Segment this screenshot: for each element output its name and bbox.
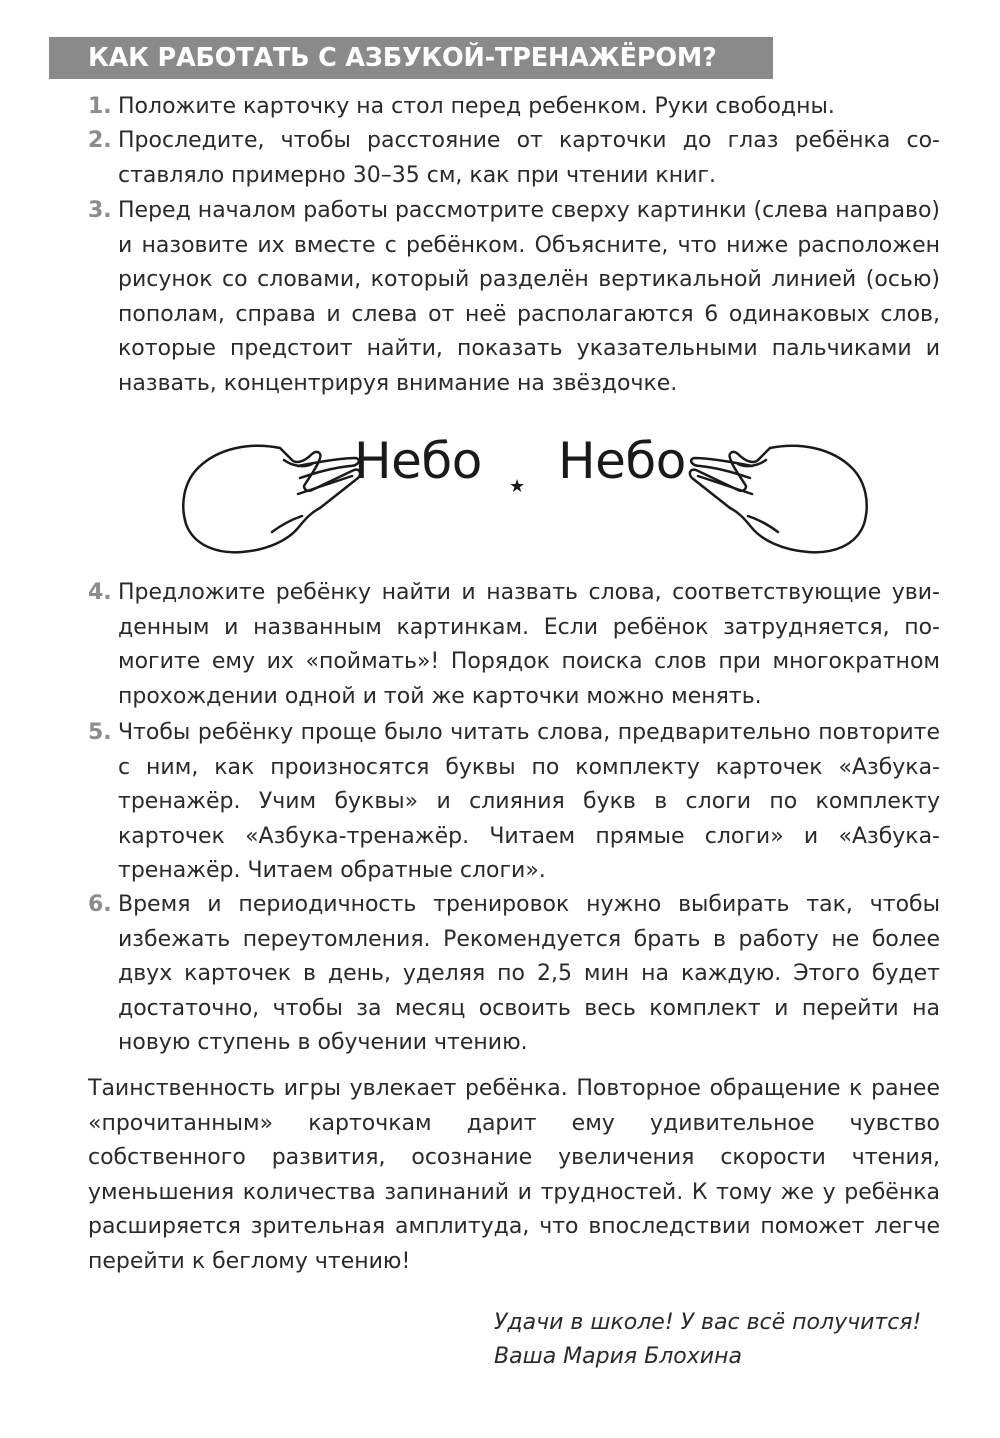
step-number: 3. xyxy=(88,198,112,223)
closing-paragraph: Таинственность игры увлекает ребёнка. Повторное обращение к ранее «прочитанным» карточкам дарит ему удивительное чувство собственного развития, осознание увеличения скорости чтения, уменьшения количества запинаний и трудностей. К тому же у ребёнка расширяется зрительная амплитуда, что впоследствии поможет легче перейти к беглому чтению! xyxy=(88,1076,940,1274)
step-number: 4. xyxy=(88,580,112,605)
step-number: 2. xyxy=(88,128,112,153)
list-item xyxy=(0,888,1000,1061)
star-icon: ★ xyxy=(509,476,526,497)
step-number: 5. xyxy=(88,720,112,745)
demo-word-left: Небо xyxy=(354,432,482,490)
step-number: 6. xyxy=(88,892,112,917)
page-title: КАК РАБОТАТЬ С АЗБУКОЙ-ТРЕНАЖЁРОМ? xyxy=(88,43,717,73)
step-text: Положите карточку на стол перед ребенком. Руки свободны. xyxy=(118,94,835,119)
signature xyxy=(494,1306,921,1374)
step-text: Чтобы ребёнку проще было читать слова, предварительно повторите с ним, как произносятся буквы по комплекту карточек «Азбука-тренажёр. Учим буквы» и слияния букв в слоги по комплекту карточек «Азбука-тренажёр. Читаем прямые слоги» и «Азбука-тренажёр. Читаем обратные слоги». xyxy=(118,720,940,883)
list-item xyxy=(0,124,1000,193)
step-text: Перед началом работы рассмотрите сверху картинки (слева направо) и назовите их вместе с ребёнком. Объясните, что ниже расположен рисунок со словами, который разделён вертикальной линией (осью) пополам, справа и слева от неё располагаются 6 одинаковых слов, которые предстоит найти, показать указательными пальчиками и назвать, концентрируя внимание на звёздочке. xyxy=(118,198,940,396)
list-item xyxy=(0,716,1000,889)
list-item xyxy=(0,90,1000,125)
step-number: 1. xyxy=(88,94,112,119)
step-text: Проследите, чтобы расстояние от карточки до глаз ребёнка составляло примерно 30–35 см, как при чтении книг. xyxy=(118,128,940,188)
signature-line: Удачи в школе! У вас всё получится! xyxy=(494,1310,922,1335)
step-text: Предложите ребёнку найти и назвать слова, соответствующие увиденным и названным картинкам. Если ребёнок затрудняется, помогите ему их «поймать»! Порядок поиска слов при многократном прохождении одной и той же карточки можно менять. xyxy=(118,580,940,709)
pointing-hand-left-icon xyxy=(690,446,867,553)
pointing-hand-right-icon xyxy=(183,446,360,553)
step-text: Время и периодичность тренировок нужно выбирать так, чтобы избежать переутомления. Рекомендуется брать в работу не более двух карточек в день, уделяя по 2,5 мин на каждую. Этого будет достаточно, чтобы за месяц освоить весь комплект и перейти на новую ступень в обучении чтению. xyxy=(118,892,940,1055)
list-item xyxy=(0,576,1000,714)
signature-author: Ваша Мария Блохина xyxy=(494,1344,742,1369)
demo-word-right: Небо xyxy=(558,432,686,490)
list-item xyxy=(0,194,1000,401)
